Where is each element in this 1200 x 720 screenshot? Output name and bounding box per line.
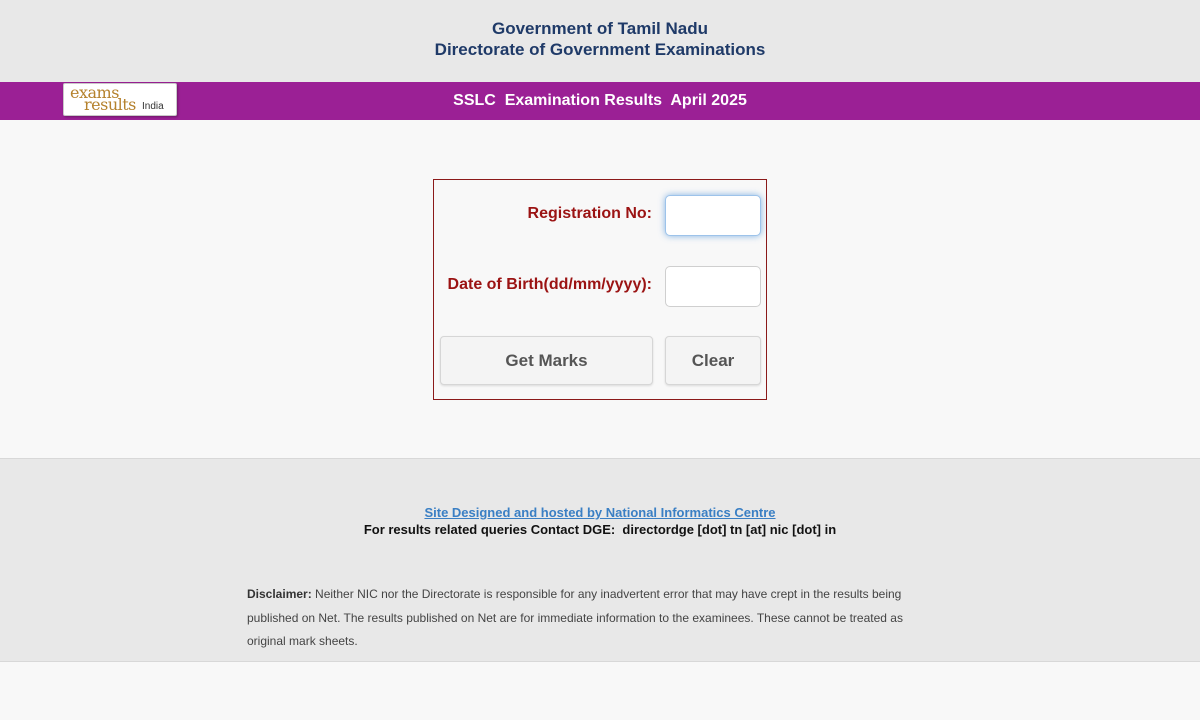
result-form [433, 179, 767, 400]
logo-word-results: results [84, 95, 136, 114]
results-banner [0, 82, 1200, 120]
dob-label: Date of Birth(dd/mm/yyyy): [447, 276, 652, 293]
exams-results-india-logo[interactable] [63, 83, 177, 116]
get-marks-button[interactable]: Get Marks [440, 336, 653, 385]
header-directorate: Directorate of Government Examinations [434, 40, 766, 59]
header-government: Government of Tamil Nadu [492, 19, 708, 38]
clear-button[interactable]: Clear [665, 336, 761, 385]
nic-link[interactable]: Site Designed and hosted by National Informatics Centre [424, 505, 776, 520]
registration-input[interactable] [665, 195, 761, 236]
disclaimer [247, 583, 937, 654]
logo-word-exams: exams [70, 83, 119, 102]
logo-word-india: India [142, 101, 164, 112]
dob-input[interactable] [665, 266, 761, 307]
contact-info: For results related queries Contact DGE: directordge [dot] tn [at] nic [dot] in [363, 522, 837, 537]
disclaimer-label: Disclaimer: [247, 587, 312, 601]
registration-label: Registration No: [527, 205, 652, 222]
page-header [0, 0, 1200, 82]
disclaimer-text: Neither NIC nor the Directorate is responsible for any inadvertent error that may have crept in the results being published on Net. The results published on Net are for immediate information to the examinees. These cannot be treated as original mark sheets. [247, 587, 903, 648]
banner-title: SSLC Examination Results April 2025 [453, 92, 747, 109]
page-footer [0, 458, 1200, 662]
